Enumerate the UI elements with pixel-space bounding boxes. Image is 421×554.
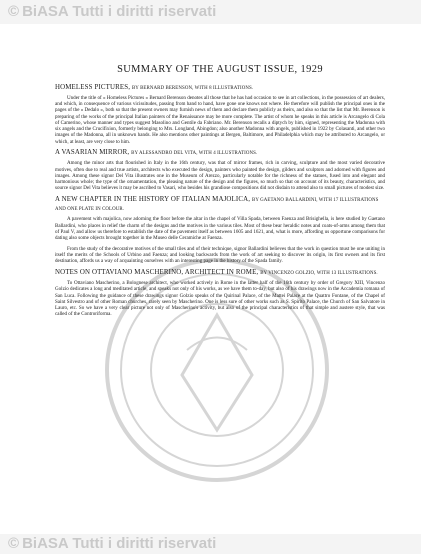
watermark-band-top bbox=[0, 0, 421, 24]
copyright-icon: © bbox=[8, 3, 20, 20]
article-heading bbox=[55, 84, 385, 93]
article-byline: BY VINCENZO GOLZIO, WITH 13 ILLUSTRATIONS. bbox=[260, 271, 378, 277]
copyright-icon: © bbox=[8, 535, 20, 552]
article-italian-majolica bbox=[55, 196, 385, 265]
article-paragraph: Under the title of « Homeless Pictures » Bernard Berenson denotes all those that he has had occasion to see in art collections, in the possession of art dealers, and which, in consequence of various vicissitudes, passing from hand to hand, have gone one knows not where. He therefore will publish the principal ones in the pages of the « Dedalo », both so that the present owners may furnish news of them and declare them publicly as theirs, and also so that the list that Mr. Berenson is preparing of the works of the principal Italian painters of the Renaissance may be more complete. The artist of whom he speaks in this article is Arcangelo di Cola of Camerino, whose manner and types suggest Masolino and Gentile da Fabriano. Mr. Berenson recalls a diptych by him, signed, representing the Madonna with six angels and the Crucifixion, formerly belonging to Mrs. Longland, Abingdon; also another Madonna with angels, published in 1922 by Colasanti, and other two images of the Madonna, all in unknown hands. He also mentions other paintings at Bergen, Baltimore, and Philadelphia which may be attributed to Arcangelo, or which, at least, are very close to him. bbox=[55, 94, 385, 145]
article-title: A NEW CHAPTER IN THE HISTORY OF ITALIAN MAJOLICA, bbox=[55, 196, 251, 204]
article-homeless-pictures bbox=[55, 84, 385, 145]
article-title: A VASARIAN MIRROR, bbox=[55, 149, 130, 157]
page-title: SUMMARY OF THE AUGUST ISSUE, 1929 bbox=[117, 64, 323, 75]
article-heading bbox=[55, 269, 385, 278]
watermark-text: BiASA Tutti i diritti riservati bbox=[22, 535, 217, 552]
document-page bbox=[55, 64, 385, 322]
watermark-text: BiASA Tutti i diritti riservati bbox=[22, 3, 217, 20]
article-vasarian-mirror bbox=[55, 149, 385, 191]
watermark-top bbox=[8, 3, 216, 20]
article-byline: BY BERNARD BERENSON, WITH 8 ILLUSTRATIONS. bbox=[131, 86, 254, 91]
article-paragraph: Among the minor arts that flourished in Italy in the 16th century, was that of mirror frames, rich in carving, sculpture and the most varied decorative motives, often due to real and true artists, architects who executed the design, painters who painted the design, gilders and sculptors and adorned with figures and images. Among these signor Del Vita illustrates one in the Museum of Arezzo, particularly notable for the richness of the statues, fused into and elegant and harmonious whole; the type of the ornamentation, the pleasing nature of the design and the figures, so much so that on account of its beauty, characteristics, and source signor Del Vita believes it may be ascribed to Vasari, who besides his grandiose compositions did not disdain to attend also to small pictures of modest size. bbox=[55, 160, 385, 192]
article-title: NOTES ON OTTAVIANO MASCHERINO, ARCHITECT IN ROME, bbox=[55, 269, 259, 277]
article-byline: BY ALESSANDRO DEL VITA, WITH 4 ILLUSTRATIONS. bbox=[131, 151, 258, 157]
article-heading bbox=[55, 149, 385, 158]
watermark-band-bottom bbox=[0, 534, 421, 554]
article-paragraph: A pavement with majolica, now adorning the floor before the altar in the chapel of Villa Spada, between Faenza and Brisighella, is here studied by Gaetano Ballardini, who places in relief the charm of the designs and the motives in the various tiles. Most of these bear heraldic notes and coats-of-arms among them that of Paul V, and allow us therefore to establish the date of the pavement itself as between 1605 and 1621, and, what is more, affording us opportune comparisons for dating also some objects brought together in the Museo delle Ceramiche at Faenza. bbox=[55, 216, 385, 242]
article-heading bbox=[55, 196, 385, 215]
article-mascherino bbox=[55, 269, 385, 317]
watermark-bottom bbox=[8, 535, 216, 552]
article-paragraph: To Ottaviano Mascherino, a Bolognese architect, who worked actively in Rome in the latter half of the 16th century by order of Gregory XIII, Vincenzo Golzio dedicates a long and meditated article, and speaks not only of his works, as we have them to-day, but also of his drawings now in the Accademia romana of San Luca. Following the guidance of these drawings signor Golzio speaks of the Quirinal Palace, of the Mattei Palace at the Quattro Fontane, of the Chapel of Saint Silvestro and of other Roman churches, rarely seen by Mascherino. One is less sure of other works such as S. Spirito Palace, the Church of San Salvatore in Lauro, etc. So we have a very clear picture not only of Mascherino's activity, but also of the principal characteristics of that simple and austere style, that was called of the Controriforma. bbox=[55, 280, 385, 318]
article-byline: BY GAETANO BALLARDINI, WITH 17 ILLUSTRATIONS AND ONE PLATE IN COLOUR. bbox=[55, 198, 379, 213]
article-paragraph: From the study of the decorative motives of the small tiles and of their technique, signor Ballardini believes that the work in question must be one uniting in itself the merits of the Schools of Urbino and Faenza; and looking backwards from the work of art seeking to discover its origin, its first owners and its first destination, affords us a way of acquainting ourselves with an interesting page in the history of the Spada family. bbox=[55, 245, 385, 265]
article-title: HOMELESS PICTURES, bbox=[55, 84, 131, 91]
